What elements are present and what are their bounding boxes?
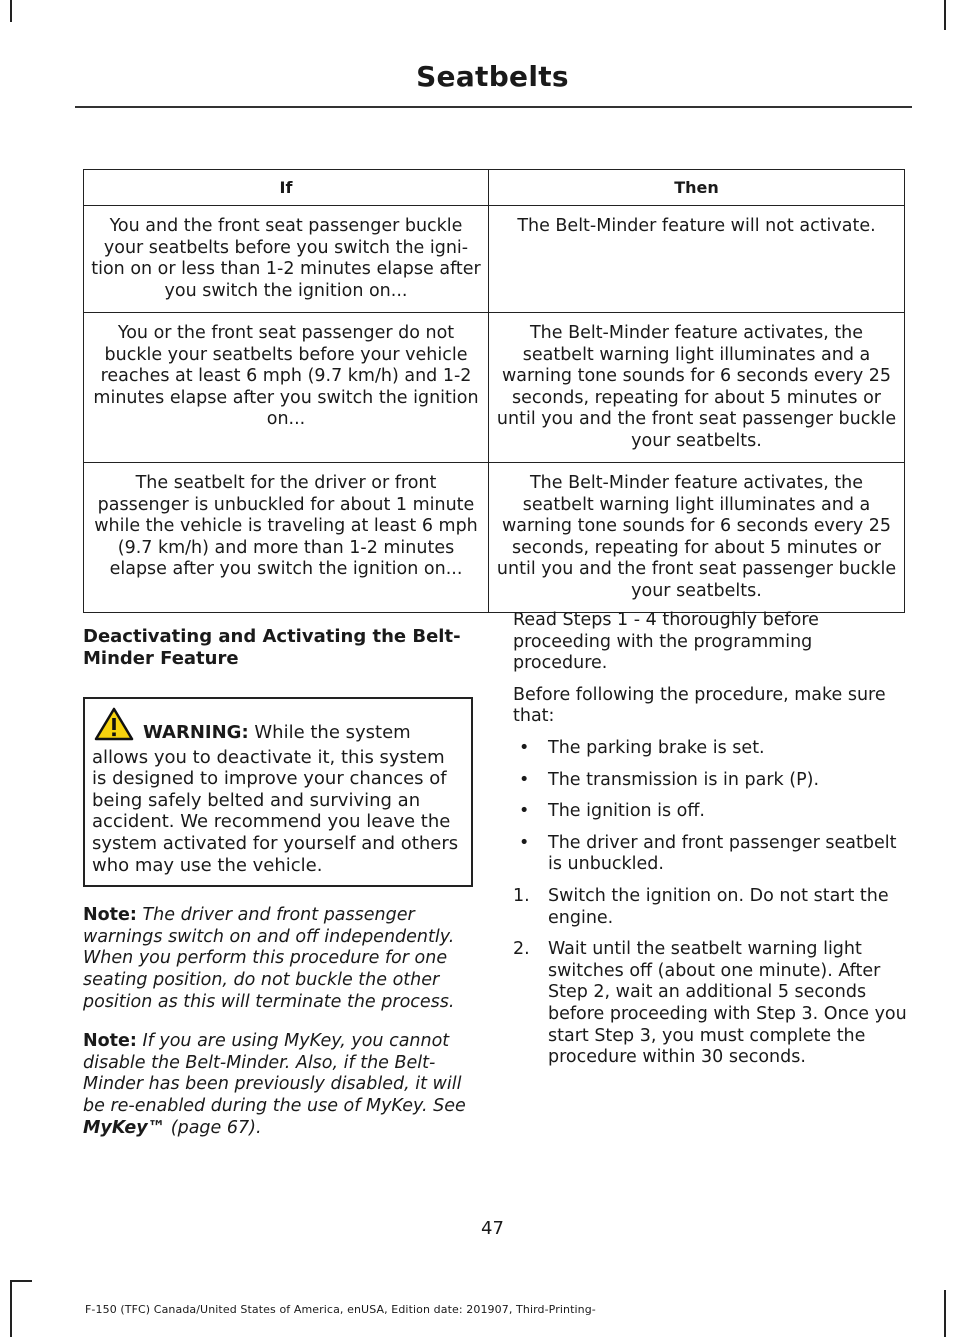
step-number: 1. <box>513 885 530 906</box>
table-row <box>84 206 905 313</box>
step-text: Wait until the seatbelt warning light switches off (about one minute). After Step 2, wait an additional 5 seconds before proceeding with Step 3. Once you start Step 3, you must complete the procedure within 30 seconds. <box>548 939 907 1068</box>
crop-mark <box>10 1280 12 1337</box>
page-number: 47 <box>481 1218 504 1239</box>
table-cell-if: You or the front seat passenger do not buckle your seatbelts before your vehicle reaches at least 6 mph (9.7 km/h) and 1-2 minutes elapse after you switch the ignition on... <box>84 313 489 463</box>
step-item <box>513 886 908 929</box>
list-item <box>513 770 908 792</box>
list-item-text: The driver and front passenger seatbelt is unbuckled. <box>548 832 897 875</box>
bullet-mark: • <box>519 801 530 822</box>
list-item <box>513 833 908 876</box>
condition-table <box>83 169 905 613</box>
header-rule <box>75 106 912 108</box>
section-heading: Deactivating and Activating the Belt-Minder Feature <box>83 626 461 669</box>
list-item <box>513 738 908 760</box>
note-text: If you are using MyKey, you cannot disable the Belt-Minder. Also, if the Belt-Minder has been previously disabled, it will be re-enabled during the use of MyKey. See <box>83 1031 466 1116</box>
note-label: Note: <box>83 1031 137 1052</box>
table-cell-if: The seatbelt for the driver or front passenger is unbuckled for about 1 minute while the vehicle is traveling at least 6 mph (9.7 km/h) and more than 1-2 minutes elapse after you switch the ignition on... <box>84 463 489 613</box>
table-cell-then: The Belt-Minder feature activates, the seatbelt warning light illuminates and a warning tone sounds for 6 seconds every 25 seconds, repeating for about 5 minutes or until you and the front seat passenger buckle your seatbelts. <box>489 463 905 613</box>
table-cell-then: The Belt-Minder feature activates, the seatbelt warning light illuminates and a warning tone sounds for 6 seconds every 25 seconds, repeating for about 5 minutes or until you and the front seat passenger buckle your seatbelts. <box>489 313 905 463</box>
note <box>83 905 473 1013</box>
warning-box <box>83 697 473 887</box>
step-item <box>513 939 908 1069</box>
bullet-mark: • <box>519 737 530 758</box>
bullet-mark: • <box>519 769 530 790</box>
table-header-if: If <box>84 170 489 206</box>
warning-triangle-icon <box>94 707 134 747</box>
warning-text: While the system allows you to deactivate it, this system is designed to improve your chances of being safely belted and surviving an accident. We recommend you leave the system activated for yourself and others who may use the vehicle. <box>92 722 459 876</box>
step-number: 2. <box>513 939 530 960</box>
intro-paragraph: Read Steps 1 - 4 thoroughly before proceeding with the programming procedure. <box>513 610 819 674</box>
note-text: The driver and front passenger warnings switch on and off independently. When you perform this procedure for one seating position, do not buckle the other position as this will terminate the process. <box>83 905 455 1012</box>
note <box>83 1031 473 1139</box>
table-cell-then: The Belt-Minder feature will not activate. <box>489 206 905 313</box>
crop-mark <box>944 0 946 30</box>
left-column <box>83 626 473 1139</box>
bullet-mark: • <box>519 832 530 853</box>
table-row <box>84 463 905 613</box>
list-item <box>513 801 908 823</box>
mykey-link[interactable]: MyKey™ <box>83 1117 166 1138</box>
note-label: Note: <box>83 905 137 926</box>
warning-label: WARNING: <box>143 722 249 743</box>
table-row <box>84 313 905 463</box>
note-page-ref: (page 67). <box>165 1117 262 1138</box>
table-header-row <box>84 170 905 206</box>
table-header-then: Then <box>489 170 905 206</box>
step-text: Switch the ignition on. Do not start the engine. <box>548 885 889 928</box>
list-item-text: The transmission is in park (P). <box>548 769 820 790</box>
crop-mark <box>10 1280 32 1282</box>
list-item-text: The ignition is off. <box>548 801 705 822</box>
page-title: Seatbelts <box>416 60 569 93</box>
crop-mark <box>10 0 12 22</box>
table-cell-if: You and the front seat passenger buckle your seatbelts before you switch the igni-tion on or less than 1-2 minutes elapse after you switch the ignition on... <box>84 206 489 313</box>
list-item-text: The parking brake is set. <box>548 737 765 758</box>
crop-mark <box>944 1290 946 1337</box>
lead-paragraph: Before following the procedure, make sure that: <box>513 684 886 727</box>
right-column <box>513 610 908 1079</box>
footer-text: F-150 (TFC) Canada/United States of America, enUSA, Edition date: 201907, Third-Printing- <box>85 1303 596 1316</box>
